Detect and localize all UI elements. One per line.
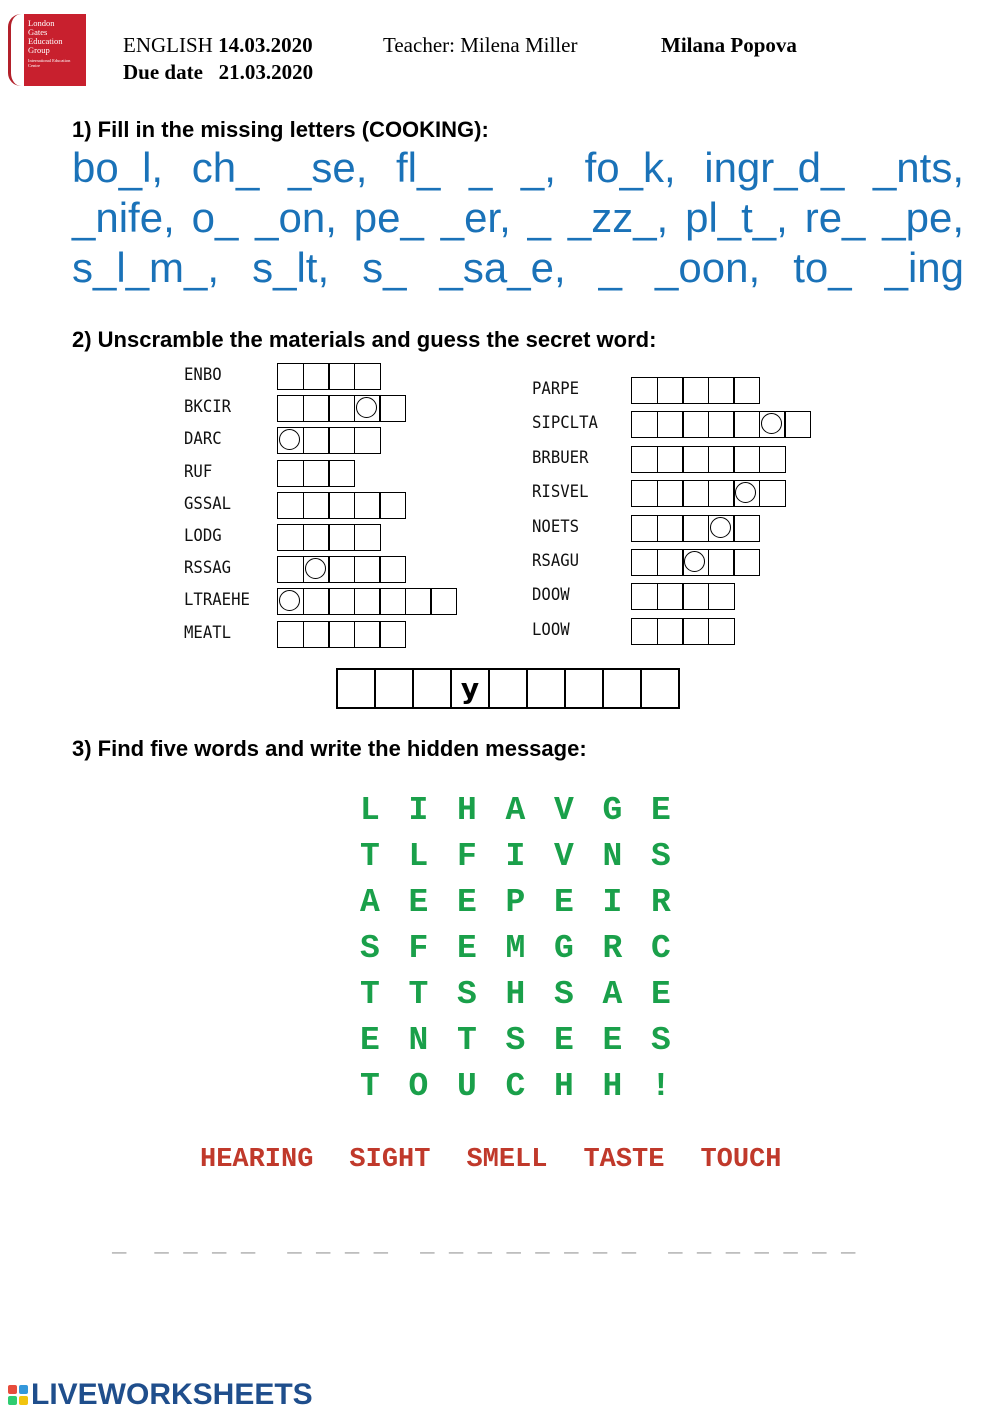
secret-word-boxes[interactable] xyxy=(336,668,680,709)
grid-letter[interactable]: G xyxy=(554,930,574,967)
scrambled-word: RUF xyxy=(184,461,213,482)
scrambled-word: LTRAEHE xyxy=(184,590,250,611)
letter-box[interactable] xyxy=(631,549,658,576)
grid-letter[interactable]: I xyxy=(505,838,526,875)
answer-boxes[interactable] xyxy=(631,480,786,507)
letter-box[interactable] xyxy=(379,588,406,615)
answer-boxes[interactable] xyxy=(631,411,811,438)
logo-square xyxy=(19,1396,28,1405)
grid-letter[interactable]: E xyxy=(602,1022,623,1059)
answer-boxes[interactable] xyxy=(631,377,760,404)
letter-box[interactable] xyxy=(328,460,355,487)
task1-heading: 1) Fill in the missing letters (COOKING): xyxy=(72,117,489,142)
scrambled-word: LOOW xyxy=(532,619,570,640)
scrambled-word: SIPCLTA xyxy=(532,413,598,434)
grid-letter[interactable]: I xyxy=(408,792,429,829)
letter-box[interactable] xyxy=(708,618,735,645)
cooking-word: o_ _on, xyxy=(191,194,337,241)
letter-box[interactable] xyxy=(682,515,709,542)
answer-blank[interactable]: _ _ _ _ xyxy=(154,1232,256,1259)
letter-box[interactable] xyxy=(354,427,381,454)
scrambled-word: RISVEL xyxy=(532,482,589,503)
grid-row xyxy=(360,1064,700,1110)
letter-box[interactable] xyxy=(708,446,735,473)
header-subject-line xyxy=(123,33,313,58)
date: 14.03.2020 xyxy=(218,33,313,57)
secret-word-box[interactable] xyxy=(488,668,528,709)
cooking-word: pe_ _er, xyxy=(353,194,511,241)
letter-box[interactable] xyxy=(354,621,381,648)
word-search-grid xyxy=(360,788,700,1110)
letter-box[interactable] xyxy=(708,377,735,404)
cooking-word: fl_ _ _, xyxy=(396,144,556,191)
letter-box[interactable] xyxy=(631,377,658,404)
answer-boxes[interactable] xyxy=(277,556,406,583)
letter-box[interactable] xyxy=(657,515,684,542)
answer-boxes[interactable] xyxy=(631,583,735,610)
scrambled-word: NOETS xyxy=(532,516,580,537)
scrambled-word: MEATL xyxy=(184,622,232,643)
secret-letter-box[interactable] xyxy=(733,480,760,507)
letter-box[interactable] xyxy=(277,363,304,390)
task3-heading: 3) Find five words and write the hidden message: xyxy=(72,736,587,761)
grid-letter[interactable]: H xyxy=(505,976,526,1013)
grid-letter[interactable]: I xyxy=(602,884,623,921)
word-to-find: HEARING xyxy=(200,1145,314,1175)
answer-blank[interactable]: _ _ _ _ _ _ _ _ xyxy=(420,1232,637,1259)
scrambled-word: BKCIR xyxy=(184,397,232,418)
answer-boxes[interactable] xyxy=(277,588,457,615)
letter-box[interactable] xyxy=(657,549,684,576)
grid-letter[interactable]: A xyxy=(505,792,526,829)
due-label: Due date xyxy=(123,60,203,84)
letter-box[interactable] xyxy=(631,515,658,542)
letter-box[interactable] xyxy=(354,556,381,583)
due-date-line xyxy=(123,60,313,85)
letter-box[interactable] xyxy=(733,549,760,576)
secret-word-box[interactable] xyxy=(412,668,452,709)
logo-subtitle: International Education Centre xyxy=(28,58,71,68)
letter-box[interactable] xyxy=(405,588,432,615)
letter-box[interactable] xyxy=(328,588,355,615)
letter-box[interactable] xyxy=(277,524,304,551)
letter-box[interactable] xyxy=(303,427,330,454)
letter-box[interactable] xyxy=(277,460,304,487)
letter-box[interactable] xyxy=(328,427,355,454)
secret-word-box[interactable]: y xyxy=(450,668,490,709)
secret-letter-box[interactable] xyxy=(354,395,381,422)
answer-boxes[interactable] xyxy=(277,621,406,648)
grid-letter[interactable]: L xyxy=(408,838,429,875)
grid-letter[interactable]: T xyxy=(360,976,380,1013)
cooking-line-1 xyxy=(72,144,964,192)
letter-box[interactable] xyxy=(379,556,406,583)
grid-letter[interactable]: T xyxy=(408,976,429,1013)
secret-letter-box[interactable] xyxy=(277,588,304,615)
due-date: 21.03.2020 xyxy=(218,60,314,84)
scrambled-word: BRBUER xyxy=(532,447,589,468)
letter-box[interactable] xyxy=(303,524,330,551)
grid-letter[interactable]: E xyxy=(554,1022,574,1059)
logo-bracket xyxy=(8,14,21,86)
liveworksheets-logo-icon xyxy=(8,1385,28,1405)
scrambled-word: LODG xyxy=(184,526,222,546)
letter-box[interactable] xyxy=(708,583,735,610)
answer-blank[interactable]: _ _ _ _ _ _ _ xyxy=(668,1232,856,1259)
grid-letter[interactable]: S xyxy=(360,930,380,967)
letter-box[interactable] xyxy=(354,524,381,551)
letter-box[interactable] xyxy=(631,618,658,645)
task2-heading: 2) Unscramble the materials and guess the secret word: xyxy=(72,327,657,352)
grid-letter[interactable]: H xyxy=(554,1068,574,1105)
letter-box[interactable] xyxy=(733,377,760,404)
answer-blank[interactable]: _ _ _ _ xyxy=(287,1232,389,1259)
cooking-word: _nife, xyxy=(72,194,175,241)
letter-box[interactable] xyxy=(328,556,355,583)
grid-letter[interactable]: E xyxy=(457,930,477,967)
cooking-word: _ _zz_, xyxy=(527,194,669,241)
cooking-word: ingr_d_ _nts, xyxy=(704,144,964,191)
letter-box[interactable] xyxy=(328,621,355,648)
grid-letter[interactable]: N xyxy=(602,838,623,875)
letter-box[interactable] xyxy=(379,621,406,648)
secret-word-box[interactable] xyxy=(640,668,680,709)
cooking-word: ch_ _se, xyxy=(191,144,368,191)
grid-letter[interactable]: A xyxy=(602,976,623,1013)
letter-box[interactable] xyxy=(733,411,760,438)
letter-box[interactable] xyxy=(708,480,735,507)
letter-box[interactable] xyxy=(328,395,355,422)
letter-box[interactable] xyxy=(682,480,709,507)
grid-row xyxy=(360,926,700,972)
grid-letter[interactable]: S xyxy=(505,1022,526,1059)
answer-boxes[interactable] xyxy=(277,460,355,487)
logo-square xyxy=(8,1385,17,1394)
letter-box[interactable] xyxy=(277,556,304,583)
letter-box[interactable] xyxy=(303,588,330,615)
grid-letter[interactable]: F xyxy=(408,930,429,967)
brand-name: LIVEWORKSHEETS xyxy=(31,1378,313,1411)
letter-box[interactable] xyxy=(277,395,304,422)
grid-letter[interactable]: E xyxy=(408,884,429,921)
footer-brand xyxy=(8,1378,313,1412)
word-to-find: TASTE xyxy=(583,1145,665,1175)
secret-letter-box[interactable] xyxy=(303,556,330,583)
letter-box[interactable] xyxy=(657,446,684,473)
grid-letter[interactable]: S xyxy=(651,1022,671,1059)
letter-box[interactable] xyxy=(784,411,811,438)
answer-boxes[interactable] xyxy=(277,363,381,390)
answer-boxes[interactable] xyxy=(631,618,735,645)
student-name-text: Milana Popova xyxy=(661,33,797,57)
letter-box[interactable] xyxy=(631,446,658,473)
cooking-word: re_ _pe, xyxy=(804,194,965,241)
scrambled-word: DARC xyxy=(184,429,222,450)
answer-boxes[interactable] xyxy=(631,446,786,473)
logo-line: Group xyxy=(28,45,50,55)
grid-row xyxy=(360,834,700,880)
letter-box[interactable] xyxy=(631,480,658,507)
grid-letter[interactable]: E xyxy=(554,884,574,921)
cooking-line-2 xyxy=(72,194,964,242)
cooking-word: to_ _ing xyxy=(793,244,965,291)
grid-letter[interactable]: R xyxy=(602,930,623,967)
letter-box[interactable] xyxy=(657,411,684,438)
logo-line: London xyxy=(28,18,55,28)
word-to-find: SMELL xyxy=(466,1145,548,1175)
letter-box[interactable] xyxy=(657,618,684,645)
secret-letter-box[interactable] xyxy=(277,427,304,454)
grid-letter[interactable]: S xyxy=(554,976,574,1013)
answer-boxes[interactable] xyxy=(631,549,760,576)
grid-row xyxy=(360,972,700,1018)
grid-letter[interactable]: U xyxy=(457,1068,477,1105)
secret-word-box[interactable] xyxy=(564,668,604,709)
word-to-find: TOUCH xyxy=(700,1145,782,1175)
grid-letter[interactable]: P xyxy=(505,884,526,921)
grid-letter[interactable]: C xyxy=(651,930,671,967)
logo-square xyxy=(8,1396,17,1405)
letter-box[interactable] xyxy=(708,411,735,438)
letter-box[interactable] xyxy=(708,549,735,576)
letter-box[interactable] xyxy=(759,480,786,507)
grid-letter[interactable]: N xyxy=(408,1022,429,1059)
scrambled-word: PARPE xyxy=(532,379,580,399)
subject: ENGLISH xyxy=(123,33,213,57)
letter-box[interactable] xyxy=(733,446,760,473)
grid-letter[interactable]: H xyxy=(457,792,477,829)
letter-box[interactable] xyxy=(379,492,406,519)
letter-box[interactable] xyxy=(277,492,304,519)
cooking-word: s_lt, xyxy=(252,244,330,291)
answer-blank[interactable]: _ xyxy=(112,1232,127,1259)
grid-letter[interactable]: T xyxy=(360,838,380,875)
letter-box[interactable] xyxy=(277,621,304,648)
grid-letter[interactable]: E xyxy=(651,792,671,829)
secret-word-box[interactable] xyxy=(602,668,642,709)
letter-box[interactable] xyxy=(657,583,684,610)
letter-box[interactable] xyxy=(354,492,381,519)
letter-box[interactable] xyxy=(682,377,709,404)
letter-box[interactable] xyxy=(354,363,381,390)
secret-word-box[interactable] xyxy=(374,668,414,709)
student-name xyxy=(661,33,797,58)
letter-box[interactable] xyxy=(328,492,355,519)
teacher: Teacher: Milena Miller xyxy=(383,33,578,57)
scrambled-word: DOOW xyxy=(532,585,570,606)
letter-box[interactable] xyxy=(657,480,684,507)
letter-box[interactable] xyxy=(303,460,330,487)
grid-letter[interactable]: L xyxy=(360,792,380,829)
grid-letter[interactable]: F xyxy=(457,838,477,875)
letter-box[interactable] xyxy=(759,446,786,473)
letter-box[interactable] xyxy=(354,588,381,615)
answer-boxes[interactable] xyxy=(277,395,406,422)
secret-letter-box[interactable] xyxy=(708,515,735,542)
scrambled-word: RSAGU xyxy=(532,551,580,571)
grid-letter[interactable]: T xyxy=(457,1022,477,1059)
letter-box[interactable] xyxy=(303,492,330,519)
letter-box[interactable] xyxy=(303,395,330,422)
grid-letter[interactable]: T xyxy=(360,1068,380,1105)
answer-boxes[interactable] xyxy=(277,524,381,551)
letter-box[interactable] xyxy=(733,515,760,542)
cooking-word: _ _oon, xyxy=(598,244,761,291)
letter-box[interactable] xyxy=(303,621,330,648)
secret-word-box[interactable] xyxy=(336,668,376,709)
grid-letter[interactable]: G xyxy=(602,792,623,829)
grid-letter[interactable]: E xyxy=(651,976,671,1013)
letter-box[interactable] xyxy=(328,524,355,551)
grid-letter[interactable]: A xyxy=(360,884,380,921)
secret-letter-box[interactable] xyxy=(682,549,709,576)
grid-letter[interactable]: ! xyxy=(651,1068,671,1105)
cooking-line-3 xyxy=(72,244,964,292)
grid-letter[interactable]: S xyxy=(651,838,671,875)
letter-box[interactable] xyxy=(631,411,658,438)
scrambled-word: GSSAL xyxy=(184,493,232,514)
grid-letter[interactable]: V xyxy=(554,838,574,875)
grid-letter[interactable]: M xyxy=(505,930,526,967)
grid-letter[interactable]: O xyxy=(408,1068,429,1105)
letter-box[interactable] xyxy=(682,583,709,610)
word-to-find: SIGHT xyxy=(349,1145,431,1175)
school-logo xyxy=(24,14,86,86)
letter-box[interactable] xyxy=(631,583,658,610)
letter-box[interactable] xyxy=(328,363,355,390)
grid-row xyxy=(360,880,700,926)
hidden-message-blanks[interactable] xyxy=(112,1232,855,1259)
cooking-word: bo_l, xyxy=(72,144,164,191)
secret-letter-box[interactable] xyxy=(759,411,786,438)
grid-row xyxy=(360,788,700,834)
grid-letter[interactable]: V xyxy=(554,792,574,829)
letter-box[interactable] xyxy=(682,446,709,473)
letter-box[interactable] xyxy=(682,411,709,438)
logo-square xyxy=(19,1385,28,1394)
cooking-word: fo_k, xyxy=(584,144,676,191)
scrambled-word: ENBO xyxy=(184,365,222,385)
letter-box[interactable] xyxy=(430,588,457,615)
answer-boxes[interactable] xyxy=(631,515,760,542)
letter-box[interactable] xyxy=(379,395,406,422)
grid-letter[interactable]: S xyxy=(457,976,477,1013)
grid-row xyxy=(360,1018,700,1064)
cooking-word: s_ _sa_e, xyxy=(362,244,566,291)
grid-letter[interactable]: E xyxy=(360,1022,380,1059)
cooking-word: s_l_m_, xyxy=(72,244,220,291)
answer-boxes[interactable] xyxy=(277,427,381,454)
logo-line: Education xyxy=(28,36,63,46)
grid-letter[interactable]: E xyxy=(457,884,477,921)
grid-letter[interactable]: H xyxy=(602,1068,623,1105)
scrambled-word: RSSAG xyxy=(184,558,232,579)
letter-box[interactable] xyxy=(303,363,330,390)
answer-boxes[interactable] xyxy=(277,492,406,519)
grid-letter[interactable]: C xyxy=(505,1068,526,1105)
letter-box[interactable] xyxy=(682,618,709,645)
secret-word-box[interactable] xyxy=(526,668,566,709)
word-list xyxy=(200,1145,781,1175)
grid-letter[interactable]: R xyxy=(651,884,671,921)
cooking-word: pl_t_, xyxy=(685,194,788,241)
logo-line: Gates xyxy=(28,27,48,37)
letter-box[interactable] xyxy=(657,377,684,404)
